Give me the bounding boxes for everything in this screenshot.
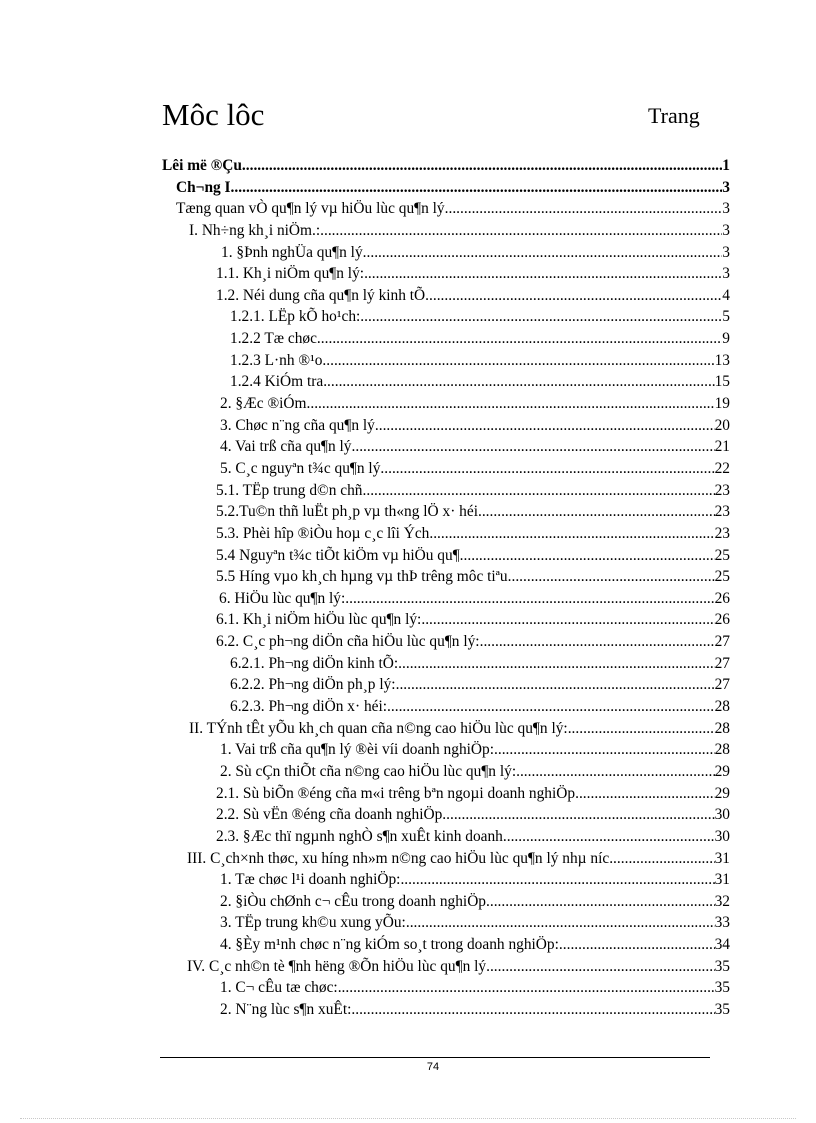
toc-entry-text: 6.2.2. Ph¬ng diÖn ph¸p lý:	[230, 676, 396, 694]
toc-dot-leader	[320, 220, 722, 242]
toc-entry-text: 3. Chøc n¨ng cña qu¶n lý.	[220, 416, 379, 434]
toc-entry-text: 6.2.1. Ph¬ng diÖn kinh tÕ:	[230, 654, 399, 672]
toc-entry-text: 1. §Þnh nghÜa qu¶n lý.	[221, 243, 367, 261]
toc-dot-leader	[317, 328, 722, 350]
toc-entry-text: 2. §iÒu chØnh c¬ cÊu trong doanh nghiÖp.	[220, 892, 490, 910]
toc-entry	[162, 826, 730, 848]
toc-entry-text: 1.2. Néi dung cña qu¶n lý kinh tÕ.	[216, 286, 430, 304]
toc-entry-page: 34	[714, 936, 730, 954]
toc-entry-page: 21	[714, 438, 730, 456]
toc-entry-text: 6.2. C¸c ph¬ng diÖn cña hiÖu lùc qu¶n lý:	[216, 633, 480, 651]
footer-divider	[160, 1057, 710, 1058]
toc-entry-page: 29	[714, 762, 730, 780]
toc-entry-text: 2. §Æc ®iÓm.	[220, 395, 311, 413]
toc-dot-leader	[323, 371, 714, 393]
toc-entry	[162, 458, 730, 480]
toc-entry	[162, 891, 730, 913]
toc-dot-leader	[345, 588, 714, 610]
toc-entry	[162, 371, 730, 393]
toc-entry-page: 25	[714, 546, 730, 564]
toc-entry-page: 23	[714, 503, 730, 521]
toc-entry-text: 4. Vai trß cña qu¶n lý.	[220, 438, 356, 456]
toc-entry-page: 3	[722, 265, 730, 283]
toc-entry	[162, 869, 730, 891]
toc-entry-text: 2.3. §Æc thï ngµnh nghÒ s¶n xuÊt kinh doanh.	[216, 827, 507, 845]
toc-entry-text: 1. Tæ chøc l¹i doanh nghiÖp:	[220, 871, 401, 889]
toc-entry-page: 27	[714, 676, 730, 694]
page-title: Môc lôc	[162, 97, 265, 132]
toc-entry-page: 3	[722, 178, 730, 196]
toc-entry	[162, 306, 730, 328]
toc-entry-page: 32	[714, 892, 730, 910]
toc-entry	[162, 198, 730, 220]
toc-dot-leader	[446, 804, 714, 826]
toc-dot-leader	[351, 999, 714, 1021]
toc-entry	[162, 999, 730, 1021]
toc-entry-page: 1	[722, 157, 730, 174]
toc-dot-leader	[507, 826, 715, 848]
toc-entry-text: 2. N¨ng lùc s¶n xuÊt:	[220, 1000, 352, 1018]
toc-entry-text: 3. TËp trung kh©u xung yÕu:	[220, 914, 406, 932]
toc-entry-page: 25	[714, 568, 730, 586]
toc-entry-text: Ch¬ng I	[176, 178, 231, 196]
toc-entry	[162, 588, 730, 610]
toc-dot-leader	[355, 436, 714, 458]
toc-entry-page: 23	[714, 524, 730, 542]
toc-dot-leader	[322, 350, 714, 372]
toc-dot-leader	[613, 848, 715, 870]
toc-entry-text: 5.2.Tu©n thñ luËt ph¸p vµ th«ng lÖ x· héi	[216, 503, 478, 521]
toc-entry	[162, 480, 730, 502]
toc-dot-leader	[367, 242, 723, 264]
toc-entry-text: 1.2.4 KiÓm tra	[230, 373, 324, 391]
toc-entry-page: 22	[714, 459, 730, 477]
toc-entry	[162, 285, 730, 307]
toc-entry-text: 5.1. TËp trung d©n chñ	[216, 481, 363, 499]
toc-dot-leader	[494, 739, 715, 761]
page-column-label: Trang	[648, 103, 700, 128]
toc-entry-text: I. Nh÷ng kh¸i niÖm.:	[189, 221, 321, 239]
toc-dot-leader	[379, 415, 715, 437]
toc-entry	[162, 718, 730, 740]
toc-entry-text: IV. C¸c nh©n tè ¶nh hëng ®Õn hiÖu lùc qu¶n lý.	[187, 957, 490, 975]
toc-entry-page: 28	[714, 741, 730, 759]
toc-dot-leader	[478, 501, 715, 523]
toc-entry-text: Lêi më ®Çu	[162, 157, 242, 174]
toc-dot-leader	[384, 458, 714, 480]
toc-entry-text: 5. C¸c nguyªn t¾c qu¶n lý.	[220, 459, 385, 477]
toc-entry-page: 3	[722, 221, 730, 239]
toc-entry-page: 19	[714, 395, 730, 413]
toc-dot-leader	[559, 934, 715, 956]
toc-entry	[162, 566, 730, 588]
toc-entry-text: 5.3. Phèi hîp ®iÒu hoµ c¸c lîi Ých.	[216, 524, 434, 542]
toc-entry-text: Tæng quan vÒ qu¶n lý vµ hiÖu lùc qu¶n lý.	[176, 200, 449, 218]
toc-dot-leader	[480, 631, 715, 653]
toc-entry	[162, 783, 730, 805]
toc-dot-leader	[421, 609, 714, 631]
toc-entry-page: 4	[722, 286, 730, 304]
toc-entry-text: 1. C¬ cÊu tæ chøc:	[220, 979, 338, 997]
toc-entry	[162, 804, 730, 826]
toc-entry	[162, 350, 730, 372]
toc-entry-text: 2.2. Sù vËn ®éng cña doanh nghiÖp.	[216, 806, 447, 824]
toc-entry-page: 29	[714, 784, 730, 802]
page-bottom-edge	[20, 1118, 796, 1119]
toc-entry-page: 31	[714, 849, 730, 867]
toc-entry	[162, 523, 730, 545]
toc-entry-text: 1.2.3 L·nh ®¹o	[230, 351, 323, 369]
toc-entry-page: 20	[714, 416, 730, 434]
toc-entry-page: 23	[714, 481, 730, 499]
toc-entry-page: 26	[714, 589, 730, 607]
toc-dot-leader	[464, 545, 715, 567]
toc-dot-leader	[406, 912, 715, 934]
toc-entry	[162, 696, 730, 718]
toc-dot-leader	[310, 393, 714, 415]
toc-entry	[162, 220, 730, 242]
toc-entry	[162, 328, 730, 350]
table-of-contents	[162, 155, 730, 1021]
toc-entry	[162, 761, 730, 783]
toc-entry-text: III. C¸ch×nh thøc, xu híng nh»m n©ng cao hiÖu lùc qu¶n lý nhµ níc.	[187, 849, 614, 867]
toc-entry-page: 35	[714, 1000, 730, 1018]
toc-entry-text: 5.4 Nguyªn t¾c tiÕt kiÖm vµ hiÖu qu¶.	[216, 546, 464, 564]
toc-dot-leader	[433, 523, 714, 545]
toc-entry	[162, 609, 730, 631]
toc-entry-text: 6.1. Kh¸i niÖm hiÖu lùc qu¶n lý:	[216, 611, 422, 629]
toc-entry-text: II. TÝnh tÊt yÕu kh¸ch quan cña n©ng cao hiÖu lùc qu¶n lý:	[189, 719, 568, 737]
toc-entry-text: 5.5 Híng vµo kh¸ch hµng vµ thÞ trêng môc tiªu.	[216, 568, 512, 586]
toc-dot-leader	[360, 306, 722, 328]
toc-entry-text: 1.2.1. LËp kÕ ho¹ch:	[230, 308, 361, 326]
toc-dot-leader	[490, 891, 715, 913]
toc-entry-page: 35	[714, 979, 730, 997]
toc-entry-page: 33	[714, 914, 730, 932]
toc-entry-page: 27	[714, 654, 730, 672]
toc-entry-page: 3	[722, 200, 730, 218]
toc-entry-page: 13	[714, 351, 730, 369]
toc-dot-leader	[396, 674, 715, 696]
toc-entry-text: 2. Sù cÇn thiÕt cña n©ng cao hiÖu lùc qu¶n lý:	[220, 762, 517, 780]
toc-dot-leader	[568, 718, 715, 740]
toc-dot-leader	[387, 696, 715, 718]
footer-page-number: 74	[426, 1061, 440, 1073]
toc-entry	[162, 155, 730, 177]
toc-entry	[162, 545, 730, 567]
toc-entry	[162, 501, 730, 523]
toc-entry	[162, 393, 730, 415]
toc-dot-leader	[579, 783, 715, 805]
toc-entry-page: 28	[714, 698, 730, 716]
toc-entry	[162, 848, 730, 870]
toc-entry-page: 5	[722, 308, 730, 326]
toc-entry	[162, 415, 730, 437]
toc-entry-page: 26	[714, 611, 730, 629]
toc-entry-page: 15	[714, 373, 730, 391]
toc-entry	[162, 436, 730, 458]
toc-entry-page: 35	[714, 957, 730, 975]
toc-dot-leader	[364, 263, 722, 285]
toc-entry	[162, 177, 730, 199]
toc-entry	[162, 912, 730, 934]
toc-entry	[162, 674, 730, 696]
toc-entry	[162, 653, 730, 675]
toc-entry-page: 3	[722, 243, 730, 261]
toc-entry-page: 31	[714, 871, 730, 889]
toc-dot-leader	[338, 977, 715, 999]
toc-entry-page: 30	[714, 827, 730, 845]
toc-dot-leader	[363, 480, 715, 502]
toc-dot-leader	[516, 761, 715, 783]
toc-entry-text: 1.1. Kh¸i niÖm qu¶n lý:	[216, 265, 365, 283]
toc-entry-text: 6.2.3. Ph¬ng diÖn x· héi:	[230, 698, 388, 716]
toc-entry	[162, 977, 730, 999]
toc-entry-text: 6. HiÖu lùc qu¶n lý:	[219, 589, 346, 607]
toc-entry	[162, 739, 730, 761]
toc-dot-leader	[400, 869, 714, 891]
toc-entry-page: 28	[714, 719, 730, 737]
toc-dot-leader	[398, 653, 714, 675]
toc-dot-leader	[511, 566, 714, 588]
toc-entry-text: 4. §Èy m¹nh chøc n¨ng kiÓm so¸t trong doanh nghiÖp:	[220, 936, 559, 954]
toc-dot-leader	[490, 956, 715, 978]
toc-entry-text: 1.2.2 Tæ chøc	[230, 330, 317, 348]
toc-entry-page: 9	[722, 330, 730, 348]
toc-dot-leader	[429, 285, 722, 307]
toc-entry-text: 2.1. Sù biÕn ®éng cña m«i trêng bªn ngoµi doanh nghiÖp.	[216, 784, 579, 802]
toc-entry	[162, 934, 730, 956]
toc-entry-page: 27	[714, 633, 730, 651]
toc-dot-leader	[231, 177, 723, 199]
toc-entry-text: 1. Vai trß cña qu¶n lý ®èi víi doanh nghiÖp:	[220, 741, 495, 759]
toc-entry	[162, 263, 730, 285]
toc-dot-leader	[242, 155, 722, 177]
toc-dot-leader	[448, 198, 722, 220]
toc-entry	[162, 242, 730, 264]
toc-entry	[162, 956, 730, 978]
toc-entry	[162, 631, 730, 653]
toc-entry-page: 30	[714, 806, 730, 824]
